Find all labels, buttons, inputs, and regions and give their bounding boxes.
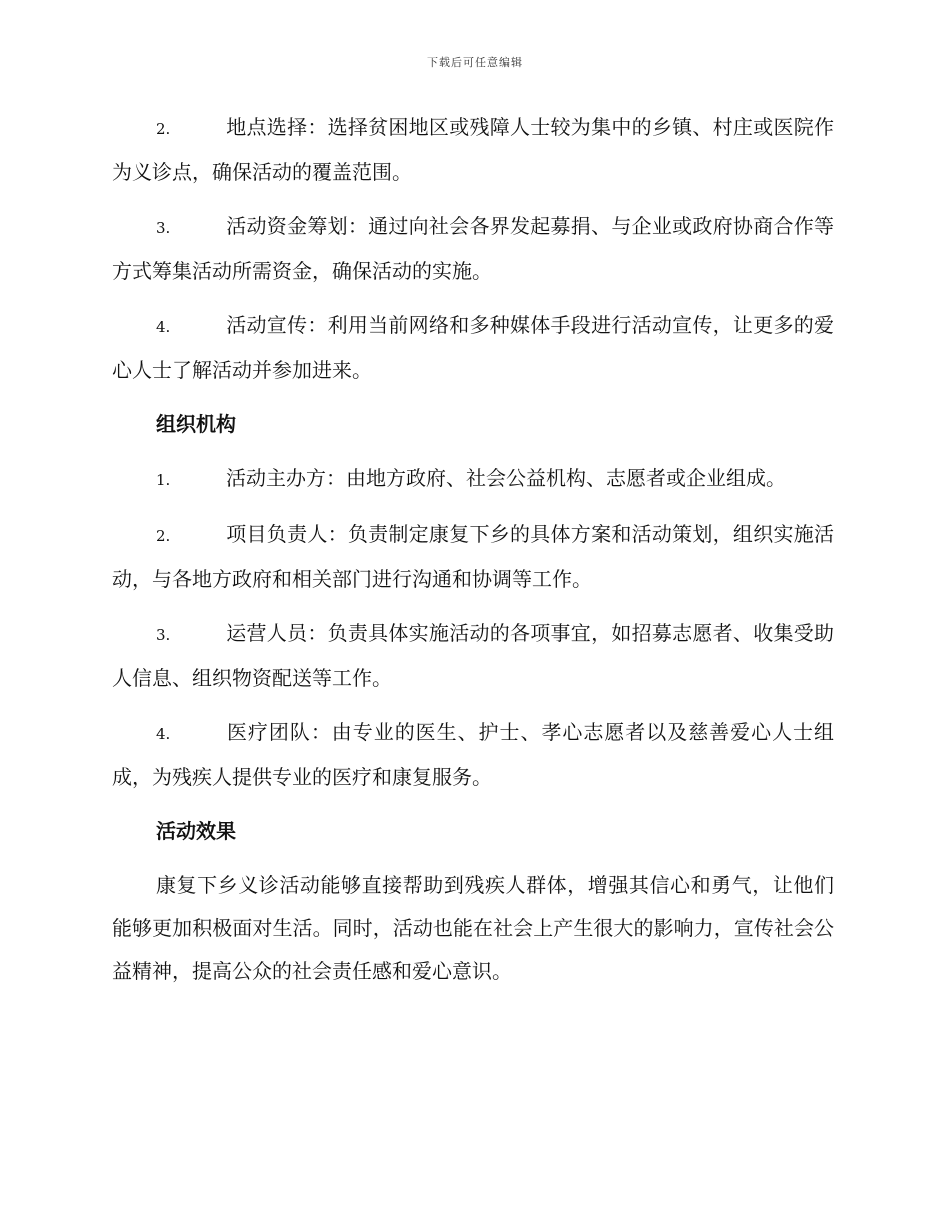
list-item — [112, 513, 834, 601]
document-body — [112, 106, 834, 1004]
list-item-text: 活动主办方：由地方政府、社会公益机构、志愿者或企业组成。 — [226, 466, 786, 490]
list-item — [112, 612, 834, 700]
list-item — [112, 711, 834, 799]
list-item-number: 4. — [156, 318, 171, 336]
list-item-number: 1. — [156, 471, 171, 489]
effect-paragraph: 康复下乡义诊活动能够直接帮助到残疾人群体，增强其信心和勇气，让他们能够更加积极面对生活。同时，活动也能在社会上产生很大的影响力，宣传社会公益精神，提高公众的社会责任感和爱心意识。 — [112, 873, 834, 983]
list-item — [112, 304, 834, 392]
list-item — [112, 457, 834, 502]
page-header-note: 下载后可任意编辑 — [427, 56, 523, 69]
list-item-text: 项目负责人：负责制定康复下乡的具体方案和活动策划，组织实施活动，与各地方政府和相关部门进行沟通和协调等工作。 — [112, 522, 834, 591]
list-item-text: 运营人员：负责具体实施活动的各项事宜，如招募志愿者、收集受助人信息、组织物资配送等工作。 — [112, 621, 834, 690]
list-item-text: 医疗团队：由专业的医生、护士、孝心志愿者以及慈善爱心人士组成，为残疾人提供专业的医疗和康复服务。 — [112, 720, 834, 789]
list-item-text: 地点选择：选择贫困地区或残障人士较为集中的乡镇、村庄或医院作为义诊点，确保活动的覆盖范围。 — [112, 115, 834, 184]
list-item-text: 活动资金筹划：通过向社会各界发起募捐、与企业或政府协商合作等方式筹集活动所需资金，确保活动的实施。 — [112, 214, 834, 283]
section-heading-effect: 活动效果 — [156, 819, 236, 843]
list-item-text: 活动宣传：利用当前网络和多种媒体手段进行活动宣传，让更多的爱心人士了解活动并参加进来。 — [112, 313, 834, 382]
list-item — [112, 205, 834, 293]
list-item — [112, 106, 834, 194]
list-item-number: 4. — [156, 725, 171, 743]
list-item-number: 2. — [156, 120, 171, 138]
section-heading-organization: 组织机构 — [156, 412, 236, 436]
list-item-number: 3. — [156, 626, 171, 644]
list-item-number: 2. — [156, 527, 171, 545]
list-item-number: 3. — [156, 219, 171, 237]
